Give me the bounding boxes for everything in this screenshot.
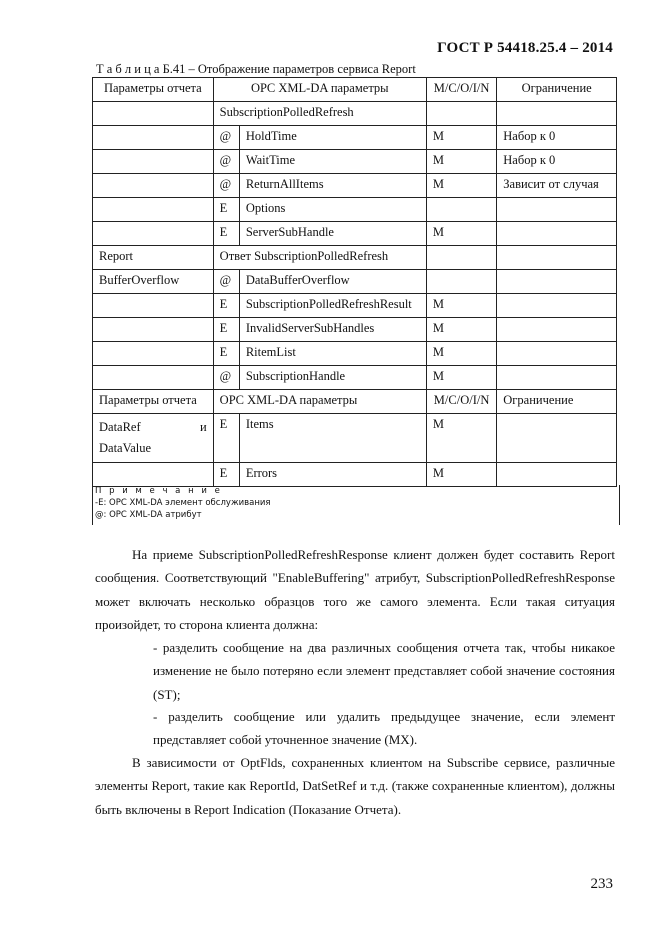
note-title: П р и м е ч а н и е (95, 486, 223, 496)
table-cell: Зависит от случая (497, 174, 617, 198)
table-caption: Т а б л и ц а Б.41 – Отображение параметров сервиса Report (96, 62, 416, 76)
table-cell: Набор к 0 (497, 150, 617, 174)
table-cell: E (213, 198, 239, 222)
table-cell: @ (213, 270, 239, 294)
table-cell: DataBufferOverflow (239, 270, 426, 294)
table-cell: WaitTime (239, 150, 426, 174)
table-cell (426, 270, 496, 294)
table-cell (93, 463, 214, 487)
table-cell: Ограничение (497, 390, 617, 414)
table-cell: @ (213, 366, 239, 390)
table-cell: SubscriptionPolledRefresh (213, 102, 426, 126)
table-cell: Набор к 0 (497, 126, 617, 150)
table-cell (93, 318, 214, 342)
note-line: @: OPC XML-DA атрибут (95, 510, 202, 520)
table-cell (497, 318, 617, 342)
table-cell (426, 198, 496, 222)
table-cell (497, 463, 617, 487)
report-parameters-table (92, 77, 617, 487)
document-header: ГОСТ Р 54418.25.4 – 2014 (437, 40, 613, 56)
table-cell: HoldTime (239, 126, 426, 150)
table-cell: OPC XML-DA параметры (213, 390, 426, 414)
table-cell (497, 414, 617, 463)
table-row (93, 318, 617, 342)
table-cell: M (426, 318, 496, 342)
column-header: OPC XML-DA параметры (213, 78, 426, 102)
table-cell: E (213, 318, 239, 342)
table-row (93, 150, 617, 174)
table-cell: M (426, 294, 496, 318)
table-row (93, 126, 617, 150)
table-cell: M (426, 414, 496, 463)
table-cell (497, 366, 617, 390)
table-cell (93, 414, 214, 463)
table-cell (93, 174, 214, 198)
table-cell: M (426, 150, 496, 174)
datavalue-text: DataValue (99, 441, 152, 455)
table-cell: Items (239, 414, 426, 463)
table-row (93, 366, 617, 390)
table-cell: M (426, 366, 496, 390)
table-cell: E (213, 222, 239, 246)
table-cell (93, 150, 214, 174)
table-cell: @ (213, 126, 239, 150)
table-cell: SubscriptionHandle (239, 366, 426, 390)
table-cell (93, 366, 214, 390)
table-cell (93, 126, 214, 150)
table-cell (497, 294, 617, 318)
table-cell (93, 342, 214, 366)
table-cell: @ (213, 150, 239, 174)
table-row (93, 174, 617, 198)
table-cell: M (426, 222, 496, 246)
table-row (93, 222, 617, 246)
dataref-text: DataRef (99, 420, 141, 434)
table-cell: E (213, 463, 239, 487)
table-cell (497, 342, 617, 366)
table-cell (426, 246, 496, 270)
table-cell: E (213, 342, 239, 366)
list-item: - разделить сообщение или удалить предыдущее значение, если элемент представляет собой уточненное значение (MX). (153, 709, 615, 748)
table-cell: SubscriptionPolledRefreshResult (239, 294, 426, 318)
table-cell: InvalidServerSubHandles (239, 318, 426, 342)
table-cell (93, 198, 214, 222)
table-cell: M (426, 174, 496, 198)
column-header: Параметры отчета (93, 78, 214, 102)
table-cell: Параметры отчета (93, 390, 214, 414)
table-cell (93, 222, 214, 246)
dataref-line (99, 417, 207, 438)
table-row (93, 414, 617, 463)
table-row (93, 294, 617, 318)
table-cell: RitemList (239, 342, 426, 366)
table-cell: Errors (239, 463, 426, 487)
table-row (93, 342, 617, 366)
note-line: -E: OPC XML-DA элемент обслуживания (95, 498, 271, 508)
table-cell (497, 270, 617, 294)
dataref-and: и (199, 420, 207, 434)
table-cell: E (213, 294, 239, 318)
table-cell (497, 246, 617, 270)
table-cell: M (426, 342, 496, 366)
list-item: - разделить сообщение на два различных сообщения отчета так, чтобы никакое изменение не было потеряно если элемент представляет собой значение состояния (ST); (153, 640, 615, 702)
table-cell: Report (93, 246, 214, 270)
table-cell: Options (239, 198, 426, 222)
table-cell (497, 198, 617, 222)
column-header: M/C/O/I/N (426, 78, 496, 102)
table-cell: ReturnAllItems (239, 174, 426, 198)
table-cell: Ответ SubscriptionPolledRefresh (213, 246, 426, 270)
table-cell (426, 102, 496, 126)
table-row (93, 246, 617, 270)
table-cell: M (426, 463, 496, 487)
table-cell: M (426, 126, 496, 150)
table-cell: M/C/O/I/N (426, 390, 496, 414)
column-header: Ограничение (497, 78, 617, 102)
table-row (93, 390, 617, 414)
table-row (93, 198, 617, 222)
paragraph-2: В зависимости от OptFlds, сохраненных клиентом на Subscribe сервисе, различные элементы Report, такие как ReportId, DatSetRef и т.д. (также сохраненные клиентом), должны быть включены в Report Indication (Показание Отчета). (95, 755, 615, 817)
table-note (92, 485, 620, 525)
page-number: 233 (590, 876, 613, 892)
table-row (93, 270, 617, 294)
table-cell (93, 294, 214, 318)
table-cell: E (213, 414, 239, 463)
table-row (93, 463, 617, 487)
table-cell (497, 102, 617, 126)
table-cell: @ (213, 174, 239, 198)
table-cell (497, 222, 617, 246)
table-cell: BufferOverflow (93, 270, 214, 294)
table-cell (93, 102, 214, 126)
table-row (93, 102, 617, 126)
table-header-row (93, 78, 617, 102)
paragraph-1: На приеме SubscriptionPolledRefreshResponse клиент должен будет составить Report сообщения. Соответствующий "EnableBuffering" атрибут, SubscriptionPolledRefreshResponse может включать несколько образцов того же самого элемента. Если такая ситуация произойдет, то сторона клиента должна: (95, 547, 615, 633)
table-cell: ServerSubHandle (239, 222, 426, 246)
